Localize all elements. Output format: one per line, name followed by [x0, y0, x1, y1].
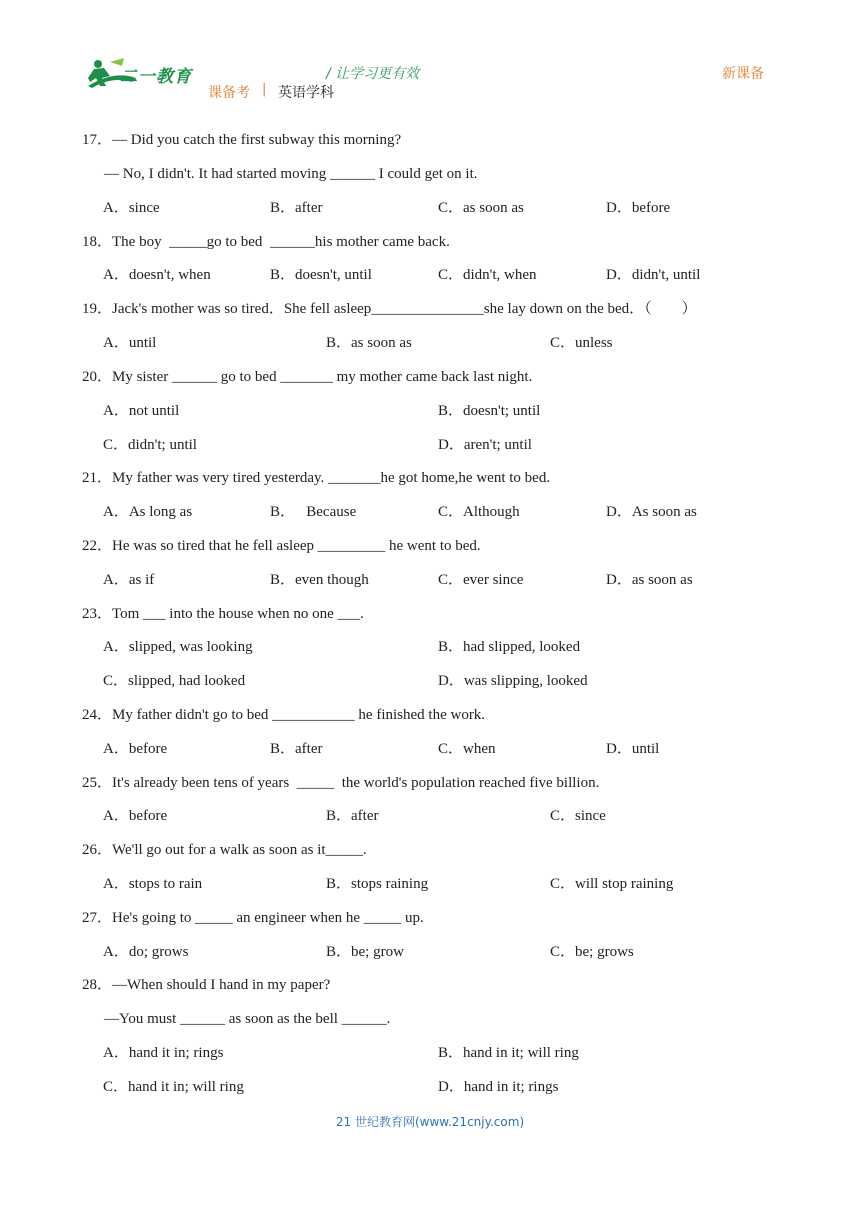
question-stem: 27．He's going to _____ an engineer when he _____ up. — [82, 910, 424, 926]
question-stem: 22．He was so tired that he fell asleep _________ he went to bed. — [82, 538, 481, 554]
question-stem: 24．My father didn't go to bed ___________ he finished the work. — [82, 707, 486, 723]
option-b: B．after — [270, 200, 323, 216]
option-b: B．doesn't; until — [438, 403, 541, 419]
option-c: C．when — [438, 741, 496, 757]
option-c: C．be; grows — [550, 944, 634, 960]
header-separator: | — [262, 82, 267, 97]
option-a: A．until — [103, 335, 157, 351]
option-d: D．aren't; until — [438, 437, 532, 453]
option-c: C．didn't; until — [103, 437, 197, 453]
option-b: B．as soon as — [326, 335, 412, 351]
option-c: C．hand it in; will ring — [103, 1079, 244, 1095]
question-stem: 23．Tom ___ into the house when no one ___. — [82, 606, 364, 622]
question-stem-line2: — No, I didn't. It had started moving ______ I could get on it. — [104, 166, 478, 182]
question-stem: 21．My father was very tired yesterday. _______he got home,he went to bed. — [82, 470, 551, 486]
option-a: A．before — [103, 741, 168, 757]
option-a: A．slipped, was looking — [103, 639, 253, 655]
question-stem: 19．Jack's mother was so tired．She fell asleep_______________she lay down on the bed．（ ） — [82, 301, 697, 317]
option-b: B．after — [270, 741, 323, 757]
option-a: A．hand it in; rings — [103, 1045, 224, 1061]
option-c: C．as soon as — [438, 200, 524, 216]
option-b: B．stops raining — [326, 876, 429, 892]
page-header — [0, 0, 860, 110]
option-c: C．since — [550, 808, 606, 824]
option-b: B．even though — [270, 572, 369, 588]
header-tag: 新课备 — [722, 66, 764, 82]
question-stem: 20．My sister ______ go to bed _______ my mother came back last night. — [82, 369, 533, 385]
option-a: A．stops to rain — [103, 876, 203, 892]
option-b: B．after — [326, 808, 379, 824]
option-b: B．doesn't, until — [270, 267, 372, 283]
option-d: D．As soon as — [606, 504, 697, 520]
question-stem: 25．It's already been tens of years _____ the world's population reached five billion. — [82, 775, 600, 791]
question-stem-line2: —You must ______ as soon as the bell ______. — [104, 1011, 391, 1027]
option-b: B．be; grow — [326, 944, 404, 960]
question-stem: 28．—When should I hand in my paper? — [82, 977, 331, 993]
option-a: A．doesn't, when — [103, 267, 211, 283]
option-a: A．since — [103, 200, 160, 216]
option-b: B．hand in it; will ring — [438, 1045, 579, 1061]
header-subtitle-left: 课备考 — [208, 85, 250, 101]
option-c: C．Although — [438, 504, 520, 520]
option-d: D．hand in it; rings — [438, 1079, 559, 1095]
option-c: C．will stop raining — [550, 876, 674, 892]
option-d: D．was slipping, looked — [438, 673, 588, 689]
option-c: C．ever since — [438, 572, 524, 588]
option-b: B． Because — [270, 504, 357, 520]
option-d: D．until — [606, 741, 660, 757]
header-subject: 英语学科 — [278, 85, 334, 101]
option-d: D．didn't, until — [606, 267, 701, 283]
question-stem: 18．The boy _____go to bed ______his mother came back. — [82, 234, 450, 250]
option-b: B．had slipped, looked — [438, 639, 581, 655]
question-stem: 17．— Did you catch the first subway this morning? — [82, 132, 402, 148]
page-footer: 21 世纪教育网(www.21cnjy.com) — [335, 1115, 525, 1129]
question-stem: 26．We'll go out for a walk as soon as it_____. — [82, 842, 367, 858]
option-d: D．as soon as — [606, 572, 693, 588]
header-slogan: / 让学习更有效 — [326, 66, 420, 82]
logo-text: 二一教育 — [120, 67, 192, 87]
option-c: C．didn't, when — [438, 267, 537, 283]
option-a: A．do; grows — [103, 944, 189, 960]
option-a: A．as if — [103, 572, 155, 588]
option-d: D．before — [606, 200, 671, 216]
option-a: A．not until — [103, 403, 180, 419]
option-a: A．before — [103, 808, 168, 824]
option-c: C．slipped, had looked — [103, 673, 246, 689]
option-a: A．As long as — [103, 504, 193, 520]
option-c: C．unless — [550, 335, 613, 351]
